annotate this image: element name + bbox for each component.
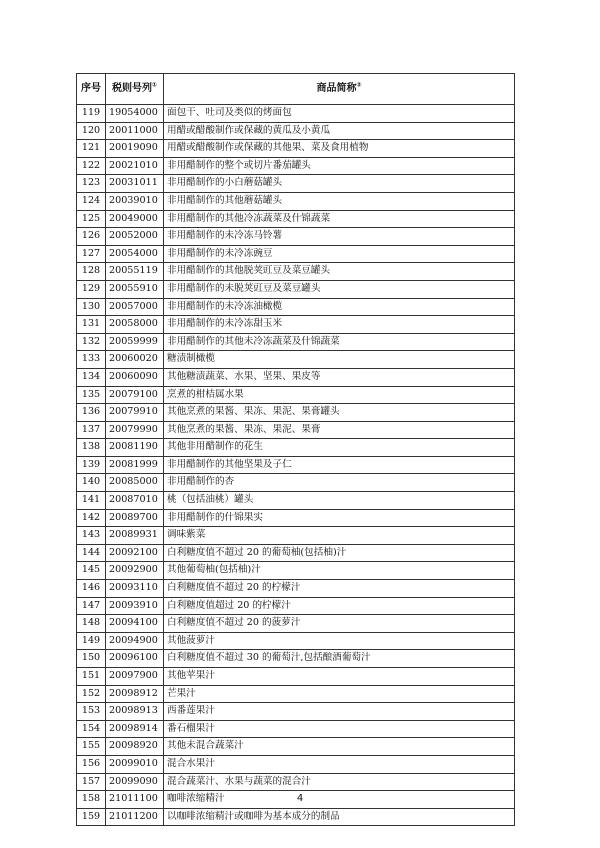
row-seq: 126	[77, 228, 106, 246]
table-row	[77, 175, 515, 193]
row-name: 其他葡萄柚(包括柚)汁	[164, 562, 515, 580]
row-seq: 120	[77, 122, 106, 140]
row-name: 用醋或醋酸制作或保藏的黄瓜及小黄瓜	[164, 122, 515, 140]
table-row	[77, 105, 515, 123]
table-row	[77, 368, 515, 386]
row-code: 20057000	[106, 298, 164, 316]
row-name: 糖渍制橄榄	[164, 351, 515, 369]
row-name: 白利糖度值不超过 30 的葡萄汁,包括酿酒葡萄汁	[164, 650, 515, 668]
row-code: 20087010	[106, 492, 164, 510]
row-name: 非用醋制作的未脱荚豇豆及菜豆罐头	[164, 280, 515, 298]
row-seq: 132	[77, 333, 106, 351]
row-code: 21011100	[106, 791, 164, 809]
row-code: 20094100	[106, 615, 164, 633]
row-seq: 137	[77, 421, 106, 439]
table-row	[77, 703, 515, 721]
table-row	[77, 333, 515, 351]
row-name: 非用醋制作的未冷冻油橄榄	[164, 298, 515, 316]
row-name: 桃（包括油桃）罐头	[164, 492, 515, 510]
row-seq: 133	[77, 351, 106, 369]
row-name: 调味紫菜	[164, 527, 515, 545]
row-code: 20089931	[106, 527, 164, 545]
page-number: 4	[296, 793, 304, 804]
row-code: 20052000	[106, 228, 164, 246]
row-name: 混合蔬菜汁、水果与蔬菜的混合汁	[164, 773, 515, 791]
row-name: 非用醋制作的未冷冻马铃薯	[164, 228, 515, 246]
row-name: 白利糖度值不超过 20 的柠檬汁	[164, 580, 515, 598]
row-name: 其他未混合蔬菜汁	[164, 738, 515, 756]
table-row	[77, 228, 515, 246]
table-row	[77, 439, 515, 457]
row-seq: 136	[77, 404, 106, 422]
row-code: 20081190	[106, 439, 164, 457]
table-row	[77, 421, 515, 439]
row-name: 非用醋制作的未冷冻甜玉米	[164, 316, 515, 334]
row-seq: 123	[77, 175, 106, 193]
row-seq: 152	[77, 685, 106, 703]
row-name: 非用醋制作的小白蘑菇罐头	[164, 175, 515, 193]
row-name: 白利糖度值超过 20 的柠檬汁	[164, 597, 515, 615]
table-row	[77, 580, 515, 598]
header-seq	[77, 74, 106, 105]
row-code: 19054000	[106, 105, 164, 123]
row-name: 白利糖度值不超过 20 的菠萝汁	[164, 615, 515, 633]
row-code: 20093910	[106, 597, 164, 615]
row-code: 20011000	[106, 122, 164, 140]
row-code: 20094900	[106, 632, 164, 650]
table-row	[77, 280, 515, 298]
table-row	[77, 562, 515, 580]
table-row	[77, 298, 515, 316]
row-name: 用醋或醋酸制作或保藏的其他果、菜及食用植物	[164, 140, 515, 158]
row-seq: 125	[77, 210, 106, 228]
row-name: 其他非用醋制作的花生	[164, 439, 515, 457]
row-seq: 143	[77, 527, 106, 545]
row-code: 20055910	[106, 280, 164, 298]
row-code: 20092900	[106, 562, 164, 580]
row-seq: 127	[77, 245, 106, 263]
row-seq: 140	[77, 474, 106, 492]
row-code: 20098913	[106, 703, 164, 721]
row-seq: 148	[77, 615, 106, 633]
row-name: 西番莲果汁	[164, 703, 515, 721]
row-code: 20021010	[106, 157, 164, 175]
header-name	[164, 74, 515, 105]
row-name: 白利糖度值不超过 20 的葡萄柚(包括柚)汁	[164, 544, 515, 562]
header-code	[106, 74, 164, 105]
table-row	[77, 668, 515, 686]
tariff-table	[76, 73, 515, 826]
row-seq: 142	[77, 509, 106, 527]
row-seq: 130	[77, 298, 106, 316]
row-seq: 119	[77, 105, 106, 123]
row-seq: 135	[77, 386, 106, 404]
row-seq: 147	[77, 597, 106, 615]
table-row	[77, 474, 515, 492]
table-row	[77, 720, 515, 738]
row-name: 咖啡浓缩精汁	[164, 791, 515, 809]
table-row	[77, 386, 515, 404]
row-code: 20049000	[106, 210, 164, 228]
row-seq: 151	[77, 668, 106, 686]
row-name: 非用醋制作的其他脱荚豇豆及菜豆罐头	[164, 263, 515, 281]
row-seq: 122	[77, 157, 106, 175]
table-row	[77, 404, 515, 422]
table-row	[77, 738, 515, 756]
row-code: 20039010	[106, 192, 164, 210]
header-seq-label: 序号	[81, 83, 101, 94]
row-name: 面包干、吐司及类似的烤面包	[164, 105, 515, 123]
row-name: 烹煮的柑桔属水果	[164, 386, 515, 404]
table-row	[77, 685, 515, 703]
row-code: 20054000	[106, 245, 164, 263]
row-seq: 158	[77, 791, 106, 809]
row-code: 20098920	[106, 738, 164, 756]
row-code: 20099010	[106, 755, 164, 773]
row-code: 20098912	[106, 685, 164, 703]
table-row	[77, 351, 515, 369]
table-row	[77, 492, 515, 510]
row-seq: 124	[77, 192, 106, 210]
row-name: 非用醋制作的其他未冷冻蔬菜及什锦蔬菜	[164, 333, 515, 351]
table-row	[77, 597, 515, 615]
row-seq: 154	[77, 720, 106, 738]
row-code: 20098914	[106, 720, 164, 738]
table-row	[77, 210, 515, 228]
row-seq: 149	[77, 632, 106, 650]
row-name: 以咖啡浓缩精汁或咖啡为基本成分的制品	[164, 808, 515, 826]
row-seq: 155	[77, 738, 106, 756]
row-seq: 129	[77, 280, 106, 298]
table-row	[77, 632, 515, 650]
row-seq: 150	[77, 650, 106, 668]
row-name: 其他苹果汁	[164, 668, 515, 686]
row-seq: 134	[77, 368, 106, 386]
row-code: 20093110	[106, 580, 164, 598]
row-name: 番石榴果汁	[164, 720, 515, 738]
row-name: 非用醋制作的其他蘑菇罐头	[164, 192, 515, 210]
row-code: 20079990	[106, 421, 164, 439]
row-seq: 153	[77, 703, 106, 721]
table-row	[77, 316, 515, 334]
row-code: 20081999	[106, 456, 164, 474]
row-name: 其他菠萝汁	[164, 632, 515, 650]
row-seq: 156	[77, 755, 106, 773]
table-row	[77, 544, 515, 562]
table-body	[77, 105, 515, 826]
row-name: 其他烹煮的果酱、果冻、果泥、果膏罐头	[164, 404, 515, 422]
row-name: 非用醋制作的其他坚果及子仁	[164, 456, 515, 474]
table-row	[77, 263, 515, 281]
row-seq: 121	[77, 140, 106, 158]
row-name: 非用醋制作的其他冷冻蔬菜及什锦蔬菜	[164, 210, 515, 228]
row-name: 非用醋制作的未冷冻豌豆	[164, 245, 515, 263]
row-name: 非用醋制作的什锦果实	[164, 509, 515, 527]
row-seq: 139	[77, 456, 106, 474]
row-seq: 128	[77, 263, 106, 281]
row-code: 20089700	[106, 509, 164, 527]
table-row	[77, 456, 515, 474]
row-code: 20058000	[106, 316, 164, 334]
header-code-label: 税则号列	[111, 83, 152, 94]
row-name: 非用醋制作的整个或切片番茄罐头	[164, 157, 515, 175]
header-name-label: 商品简称	[316, 83, 357, 94]
row-code: 20055119	[106, 263, 164, 281]
row-seq: 131	[77, 316, 106, 334]
row-code: 20092100	[106, 544, 164, 562]
table-row	[77, 808, 515, 826]
row-name: 其他糖渍蔬菜、水果、坚果、果皮等	[164, 368, 515, 386]
table-row	[77, 140, 515, 158]
table-row	[77, 755, 515, 773]
footnote-mark-code: ①	[151, 81, 158, 89]
row-code: 20079910	[106, 404, 164, 422]
table-row	[77, 122, 515, 140]
table-row	[77, 192, 515, 210]
table-header	[77, 74, 515, 105]
table-row	[77, 773, 515, 791]
row-name: 芒果汁	[164, 685, 515, 703]
footnote-mark-name: ②	[356, 81, 362, 89]
table-row	[77, 650, 515, 668]
row-code: 20060020	[106, 351, 164, 369]
table-row	[77, 245, 515, 263]
row-name: 其他烹煮的果酱、果冻、果泥、果膏	[164, 421, 515, 439]
row-code: 20085000	[106, 474, 164, 492]
row-code: 20060090	[106, 368, 164, 386]
table-row	[77, 527, 515, 545]
row-code: 20097900	[106, 668, 164, 686]
row-code: 21011200	[106, 808, 164, 826]
row-seq: 145	[77, 562, 106, 580]
row-code: 20059999	[106, 333, 164, 351]
row-seq: 159	[77, 808, 106, 826]
row-code: 20099090	[106, 773, 164, 791]
row-name: 非用醋制作的杏	[164, 474, 515, 492]
row-code: 20019090	[106, 140, 164, 158]
header-row	[77, 74, 515, 105]
row-code: 20031011	[106, 175, 164, 193]
row-code: 20079100	[106, 386, 164, 404]
table-row	[77, 509, 515, 527]
table-row	[77, 157, 515, 175]
row-code: 20096100	[106, 650, 164, 668]
row-seq: 141	[77, 492, 106, 510]
row-seq: 146	[77, 580, 106, 598]
row-seq: 144	[77, 544, 106, 562]
row-seq: 138	[77, 439, 106, 457]
row-seq: 157	[77, 773, 106, 791]
row-name: 混合水果汁	[164, 755, 515, 773]
table-row	[77, 615, 515, 633]
